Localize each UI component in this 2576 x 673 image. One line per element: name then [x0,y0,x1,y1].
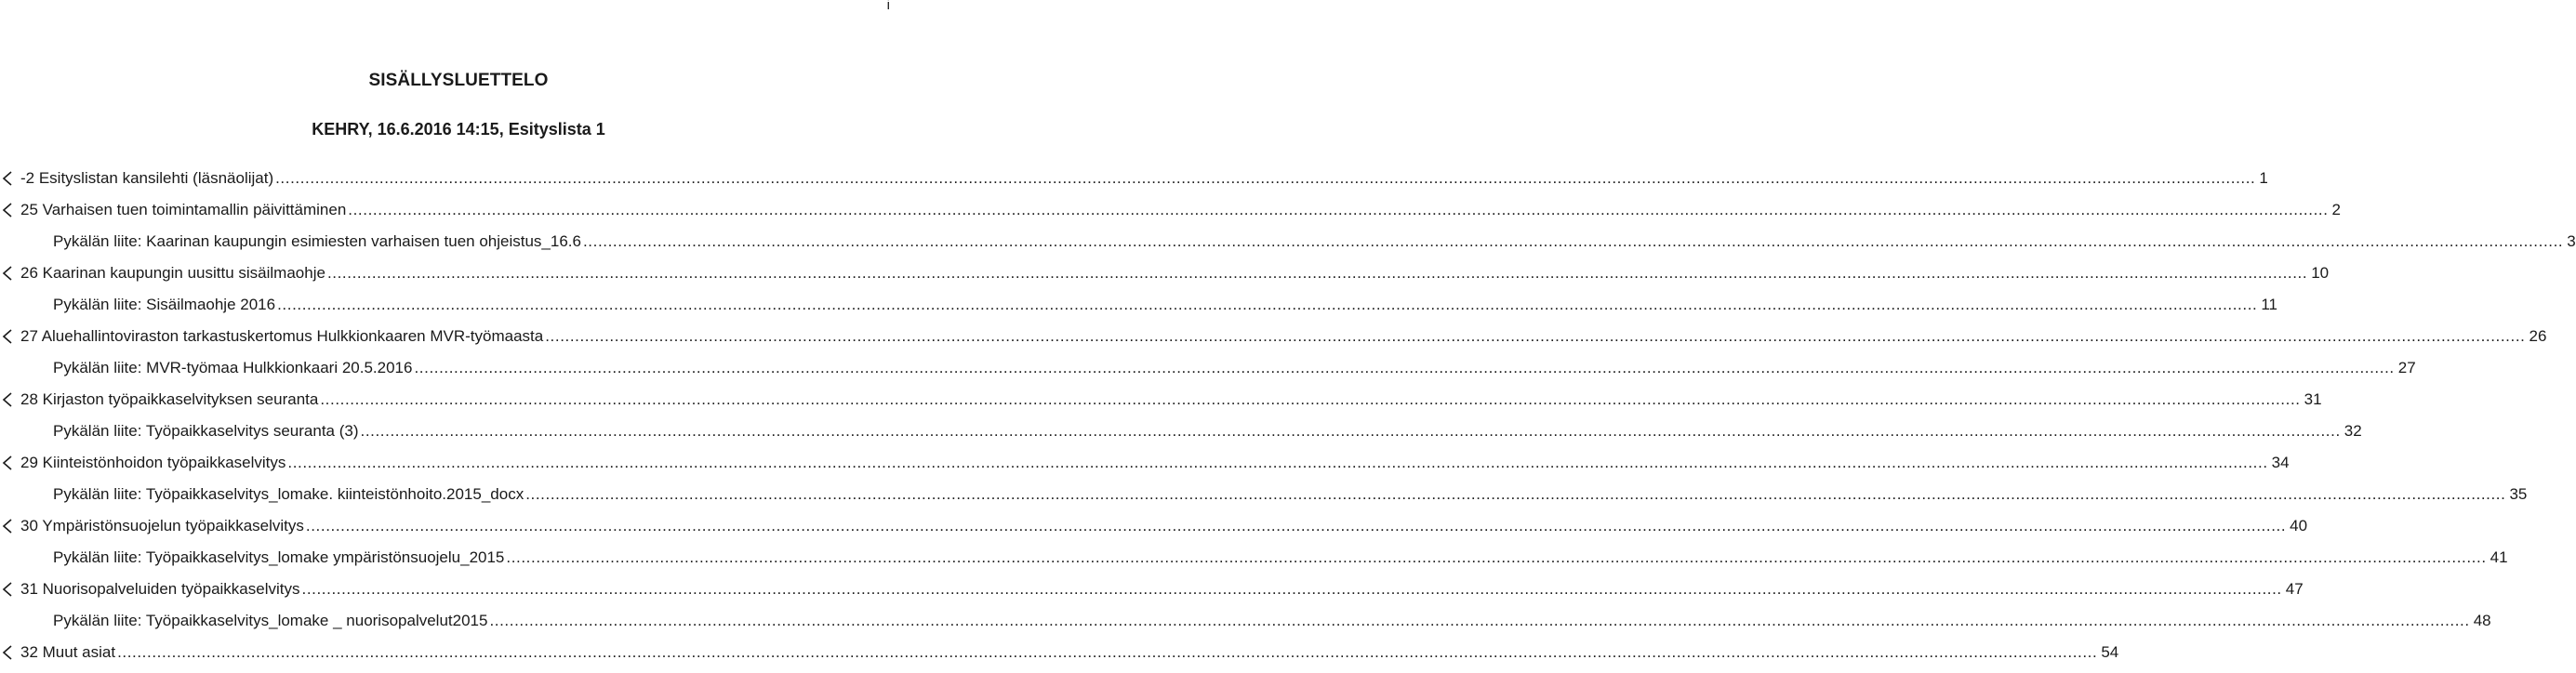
toc-entry[interactable] [0,167,2268,199]
toc-page-number: 48 [2473,612,2491,629]
expand-toggle-icon[interactable] [1,519,14,534]
toc-subentry[interactable] [0,420,2362,452]
toc-link[interactable] [20,580,2304,599]
toc-page-number: 1 [2259,169,2268,187]
toc-link[interactable] [20,327,2547,346]
toc-entry-title: 28 Kirjaston työpaikkaselvityksen seuranta [20,390,319,408]
toc-page-number: 34 [2271,454,2290,471]
dot-leader: ................................................................................................................................................................................................................................................................................................................................................................................................................ [326,264,2308,282]
toc-link[interactable] [20,390,2322,409]
toc-link[interactable] [53,612,2491,630]
toc-link[interactable] [20,454,2290,472]
toc-subentry[interactable] [0,357,2416,389]
dot-leader: ................................................................................................................................................................................................................................................................................................................................................................................................................ [348,201,2329,218]
toc-subentry[interactable] [0,610,2491,641]
toc-entry-title: Pykälän liite: Kaarinan kaupungin esimiesten varhaisen tuen ohjeistus_16.6 [53,232,581,250]
toc-page-number: 35 [2509,485,2528,503]
toc-entry[interactable] [0,262,2330,294]
toc-page-number: 27 [2397,359,2416,376]
toc-page-number: 54 [2101,643,2119,661]
toc-entry[interactable] [0,578,2304,610]
expand-toggle-icon[interactable] [1,171,14,186]
dot-leader: ................................................................................................................................................................................................................................................................................................................................................................................................................ [277,296,2258,313]
toc-link[interactable] [20,264,2330,283]
toc-link[interactable] [20,643,2119,662]
toc-entry-title: 27 Aluehallintoviraston tarkastuskertomus Hulkkionkaaren MVR-työmaasta [20,327,544,345]
toc-page-number: 47 [2285,580,2304,598]
dot-leader: ................................................................................................................................................................................................................................................................................................................................................................................................................ [301,580,2282,598]
expand-toggle-icon[interactable] [1,203,14,218]
toc-page-number: 11 [2261,296,2278,313]
toc-entry-title: 30 Ympäristönsuojelun työpaikkaselvitys [20,517,304,534]
expand-toggle-icon[interactable] [1,455,14,470]
expand-toggle-icon[interactable] [1,582,14,597]
meeting-header: KEHRY, 16.6.2016 14:15, Esityslista 1 [312,120,605,139]
dot-leader: ................................................................................................................................................................................................................................................................................................................................................................................................................ [360,422,2341,440]
document-title: SISÄLLYSLUETTELO [368,71,549,90]
dot-leader: ................................................................................................................................................................................................................................................................................................................................................................................................................ [525,485,2506,503]
dot-leader: ................................................................................................................................................................................................................................................................................................................................................................................................................ [545,327,2526,345]
toc-entry-title: 29 Kiinteistönhoidon työpaikkaselvitys [20,454,286,471]
toc-entry[interactable] [0,389,2322,420]
toc-page-number: 26 [2529,327,2547,345]
toc-subentry[interactable] [0,483,2528,515]
dot-leader: ................................................................................................................................................................................................................................................................................................................................................................................................................ [305,517,2287,534]
table-of-contents [0,167,2576,673]
toc-entry-title: Pykälän liite: Työpaikkaselvitys seuranta (3) [53,422,359,440]
toc-page-number: 40 [2290,517,2308,534]
toc-link[interactable] [53,232,2576,251]
toc-entry[interactable] [0,199,2342,231]
toc-entry[interactable] [0,641,2119,673]
toc-link[interactable] [53,359,2416,377]
toc-entry-title: Pykälän liite: Työpaikkaselvitys_lomake. kiinteistönhoito.2015_docx [53,485,524,503]
toc-link[interactable] [20,201,2342,219]
expand-toggle-icon[interactable] [1,392,14,407]
dot-leader: ................................................................................................................................................................................................................................................................................................................................................................................................................ [275,169,2256,187]
dot-leader: ................................................................................................................................................................................................................................................................................................................................................................................................................ [414,359,2395,376]
toc-page-number: 31 [2304,390,2322,408]
toc-entry-title: -2 Esityslistan kansilehti (läsnäolijat) [20,169,274,187]
toc-subentry[interactable] [0,231,2576,262]
dot-leader: ................................................................................................................................................................................................................................................................................................................................................................................................................ [117,643,2098,661]
toc-page-number: 41 [2490,548,2508,566]
dot-leader: ................................................................................................................................................................................................................................................................................................................................................................................................................ [320,390,2301,408]
toc-subentry[interactable] [0,294,2278,325]
toc-link[interactable] [53,548,2508,567]
toc-entry[interactable] [0,452,2290,483]
dot-leader: ................................................................................................................................................................................................................................................................................................................................................................................................................ [287,454,2268,471]
toc-link[interactable] [53,296,2278,314]
dot-leader: ................................................................................................................................................................................................................................................................................................................................................................................................................ [489,612,2470,629]
toc-subentry[interactable] [0,547,2508,578]
toc-entry-title: 32 Muut asiat [20,643,116,661]
dot-leader: ................................................................................................................................................................................................................................................................................................................................................................................................................ [582,232,2564,250]
dot-leader: ................................................................................................................................................................................................................................................................................................................................................................................................................ [506,548,2487,566]
toc-link[interactable] [20,517,2308,535]
expand-toggle-icon[interactable] [1,645,14,660]
toc-entry[interactable] [0,325,2547,357]
toc-page-number: 3 [2567,232,2576,250]
toc-entry-title: 26 Kaarinan kaupungin uusittu sisäilmaohje [20,264,325,282]
toc-entry-title: Pykälän liite: MVR-työmaa Hulkkionkaari 20.5.2016 [53,359,413,376]
expand-toggle-icon[interactable] [1,266,14,281]
toc-entry[interactable] [0,515,2308,547]
toc-link[interactable] [53,422,2362,441]
toc-entry-title: 31 Nuorisopalveluiden työpaikkaselvitys [20,580,300,598]
toc-page-number: 10 [2311,264,2330,282]
toc-entry-title: Pykälän liite: Työpaikkaselvitys_lomake _ nuorisopalvelut2015 [53,612,488,629]
toc-link[interactable] [20,169,2268,188]
expand-toggle-icon[interactable] [1,329,14,344]
toc-entry-title: Pykälän liite: Sisäilmaohje 2016 [53,296,276,313]
toc-link[interactable] [53,485,2528,504]
toc-entry-title: 25 Varhaisen tuen toimintamallin päivittäminen [20,201,347,218]
toc-page-number: 2 [2331,201,2342,218]
page-number: i [886,0,890,13]
toc-entry-title: Pykälän liite: Työpaikkaselvitys_lomake ympäristönsuojelu_2015 [53,548,505,566]
toc-page-number: 32 [2344,422,2362,440]
